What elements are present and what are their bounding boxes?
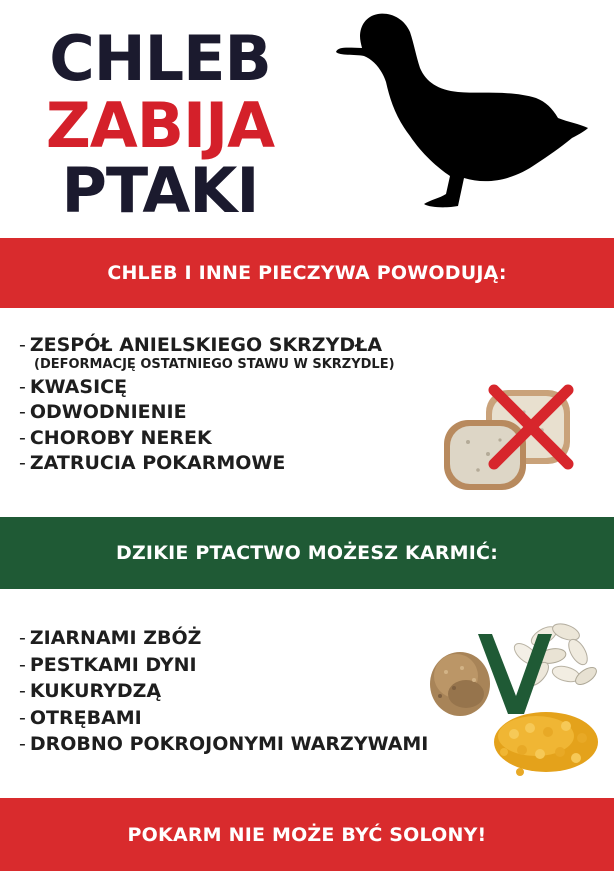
list-dash: - [19, 452, 26, 474]
feed-heading-band [0, 517, 614, 589]
title-line-1: CHLEB [49, 22, 271, 95]
list-item [19, 678, 428, 705]
list-item-text: KWASICĘ [29, 375, 128, 398]
list-item [19, 731, 428, 758]
list-item-text: ZIARNAMI ZBÓŻ [29, 627, 202, 649]
list-item [19, 705, 428, 732]
harm-heading-band [0, 238, 614, 308]
red-x-icon [482, 378, 582, 478]
list-item-note-text: (DEFORMACJĘ OSTATNIEGO STAWU W SKRZYDLE) [34, 356, 395, 372]
list-item-text: CHOROBY NEREK [29, 426, 212, 449]
list-item [19, 375, 395, 401]
list-item-text: DROBNO POKROJONYMI WARZYWAMI [29, 733, 429, 755]
list-dash: - [19, 733, 26, 755]
list-item-text: KUKURYDZĄ [29, 680, 162, 702]
harm-heading: CHLEB I INNE PIECZYWA POWODUJĄ: [107, 262, 507, 284]
list-item-text: ZESPÓŁ ANIELSKIEGO SKRZYDŁA [29, 334, 383, 356]
list-item-text: PESTKAMI DYNI [29, 653, 197, 676]
list-item [19, 451, 395, 477]
list-dash: - [19, 680, 26, 702]
list-dash: - [19, 334, 26, 356]
list-item-note [19, 357, 395, 373]
list-item [19, 400, 395, 426]
title-line-2: ZABIJA [45, 89, 275, 162]
harm-list [19, 333, 395, 477]
list-item [19, 625, 428, 652]
corn-kernels-icon [494, 712, 598, 776]
list-dash: - [19, 401, 26, 423]
bird-food-group [426, 612, 608, 784]
feed-list [19, 625, 428, 758]
list-item [19, 426, 395, 452]
list-dash: - [19, 653, 26, 676]
footer-text: POKARM NIE MOŻE BYĆ SOLONY! [127, 823, 487, 846]
list-dash: - [19, 627, 26, 649]
footer-band [0, 798, 614, 871]
list-item [19, 333, 395, 359]
list-dash: - [19, 426, 26, 449]
list-item [19, 652, 428, 679]
list-item-text: ZATRUCIA POKARMOWE [29, 452, 286, 474]
grain-pile-icon [430, 652, 490, 716]
feed-heading: DZIKIE PTACTWO MOŻESZ KARMIĆ: [115, 542, 498, 564]
list-item-text: ODWODNIENIE [29, 401, 187, 423]
list-item-text: OTRĘBAMI [29, 706, 142, 729]
duck-silhouette-icon [330, 8, 590, 216]
list-dash: - [19, 375, 26, 398]
title-line-3: PTAKI [61, 154, 259, 227]
list-dash: - [19, 706, 26, 729]
